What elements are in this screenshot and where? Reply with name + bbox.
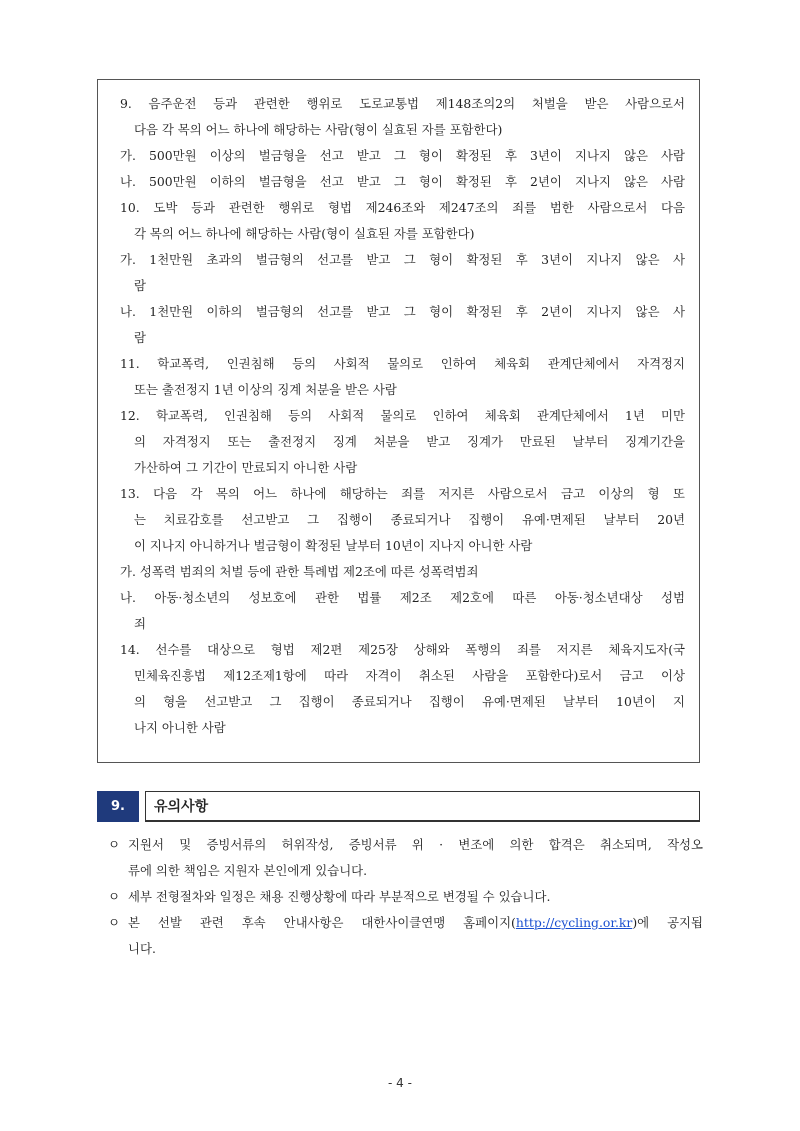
bullet-icon: ㅇ bbox=[108, 837, 120, 852]
note-item bbox=[108, 910, 703, 962]
section-number: 9. bbox=[97, 791, 139, 822]
list-line: 죄 bbox=[134, 616, 146, 631]
list-line: 나지 아니한 사람 bbox=[134, 720, 226, 735]
list-line: 가산하여 그 기간이 만료되지 아니한 사람 bbox=[134, 460, 358, 475]
note-text: 니다. bbox=[128, 941, 156, 956]
list-line: 람 bbox=[134, 330, 146, 345]
list-line: 12. 학교폭력, 인권침해 등의 사회적 물의로 인하여 체육회 관계단체에서 1년 미만 bbox=[120, 408, 685, 423]
list-line: 11. 학교폭력, 인권침해 등의 사회적 물의로 인하여 체육회 관계단체에서 자격정지 bbox=[120, 356, 685, 371]
note-item bbox=[108, 832, 703, 884]
note-text bbox=[128, 910, 703, 936]
list-line: 의 형을 선고받고 그 집행이 종료되거나 집행이 유예·면제된 날부터 10년이 지 bbox=[134, 694, 685, 709]
list-line: 는 치료감호를 선고받고 그 집행이 종료되거나 집행이 유예·면제된 날부터 20년 bbox=[134, 512, 685, 527]
notes-list bbox=[108, 832, 703, 962]
list-line: 민체육진흥법 제12조제1항에 따라 자격이 취소된 사람을 포함한다)로서 금고 이상 bbox=[134, 668, 685, 683]
list-line: 가. 성폭력 범죄의 처벌 등에 관한 특례법 제2조에 따른 성폭력범죄 bbox=[120, 564, 479, 579]
note-text: 세부 전형절차와 일정은 채용 진행상황에 따라 부분적으로 변경될 수 있습니다. bbox=[128, 889, 551, 904]
list-line: 14. 선수를 대상으로 형법 제2편 제25장 상해와 폭행의 죄를 저지른 체육지도자(국 bbox=[120, 642, 685, 657]
list-line: 나. 1천만원 이하의 벌금형의 선고를 받고 그 형이 확정된 후 2년이 지나지 않은 사 bbox=[120, 304, 685, 319]
note-text: 지원서 및 증빙서류의 허위작성, 증빙서류 위 · 변조에 의한 합격은 취소되며, 작성오 bbox=[128, 837, 703, 852]
list-line: 나. 아동·청소년의 성보호에 관한 법률 제2조 제2호에 따른 아동·청소년대상 성범 bbox=[120, 590, 685, 605]
bullet-icon: ㅇ bbox=[108, 915, 120, 930]
list-line: 9. 음주운전 등과 관련한 행위로 도로교통법 제148조의2의 처벌을 받은 사람으로서 bbox=[120, 96, 685, 111]
note-text-prefix: 본 선발 관련 후속 안내사항은 대한사이클연맹 홈페이지( bbox=[128, 915, 516, 930]
list-line: 가. 500만원 이상의 벌금형을 선고 받고 그 형이 확정된 후 3년이 지나지 않은 사람 bbox=[120, 148, 685, 163]
list-line: 각 목의 어느 하나에 해당하는 사람(형이 실효된 자를 포함한다) bbox=[134, 226, 475, 241]
bullet-icon: ㅇ bbox=[108, 889, 120, 904]
list-line: 13. 다음 각 목의 어느 하나에 해당하는 죄를 저지른 사람으로서 금고 이상의 형 또 bbox=[120, 486, 685, 501]
section-header bbox=[97, 791, 700, 822]
eligibility-box bbox=[97, 79, 700, 763]
list-line: 이 지나지 아니하거나 벌금형이 확정된 날부터 10년이 지나지 아니한 사람 bbox=[134, 538, 533, 553]
note-text-suffix: )에 공지됩 bbox=[632, 915, 703, 930]
list-line: 가. 1천만원 초과의 벌금형의 선고를 받고 그 형이 확정된 후 3년이 지나지 않은 사 bbox=[120, 252, 685, 267]
homepage-link[interactable]: http://cycling.or.kr bbox=[515, 915, 633, 930]
list-line: 다음 각 목의 어느 하나에 해당하는 사람(형이 실효된 자를 포함한다) bbox=[134, 122, 503, 137]
list-line: 나. 500만원 이하의 벌금형을 선고 받고 그 형이 확정된 후 2년이 지나지 않은 사람 bbox=[120, 174, 685, 189]
eligibility-list bbox=[120, 91, 685, 741]
list-line: 의 자격정지 또는 출전정지 징계 처분을 받고 징계가 만료된 날부터 징계기간을 bbox=[134, 434, 685, 449]
list-line: 10. 도박 등과 관련한 행위로 형법 제246조와 제247조의 죄를 범한 사람으로서 다음 bbox=[120, 200, 685, 215]
list-line: 또는 출전정지 1년 이상의 징계 처분을 받은 사람 bbox=[134, 382, 397, 397]
list-line: 람 bbox=[134, 278, 146, 293]
page-number: - 4 - bbox=[388, 1076, 412, 1090]
note-item bbox=[108, 884, 703, 910]
note-text: 류에 의한 책임은 지원자 본인에게 있습니다. bbox=[128, 863, 368, 878]
section-title: 유의사항 bbox=[145, 791, 700, 822]
